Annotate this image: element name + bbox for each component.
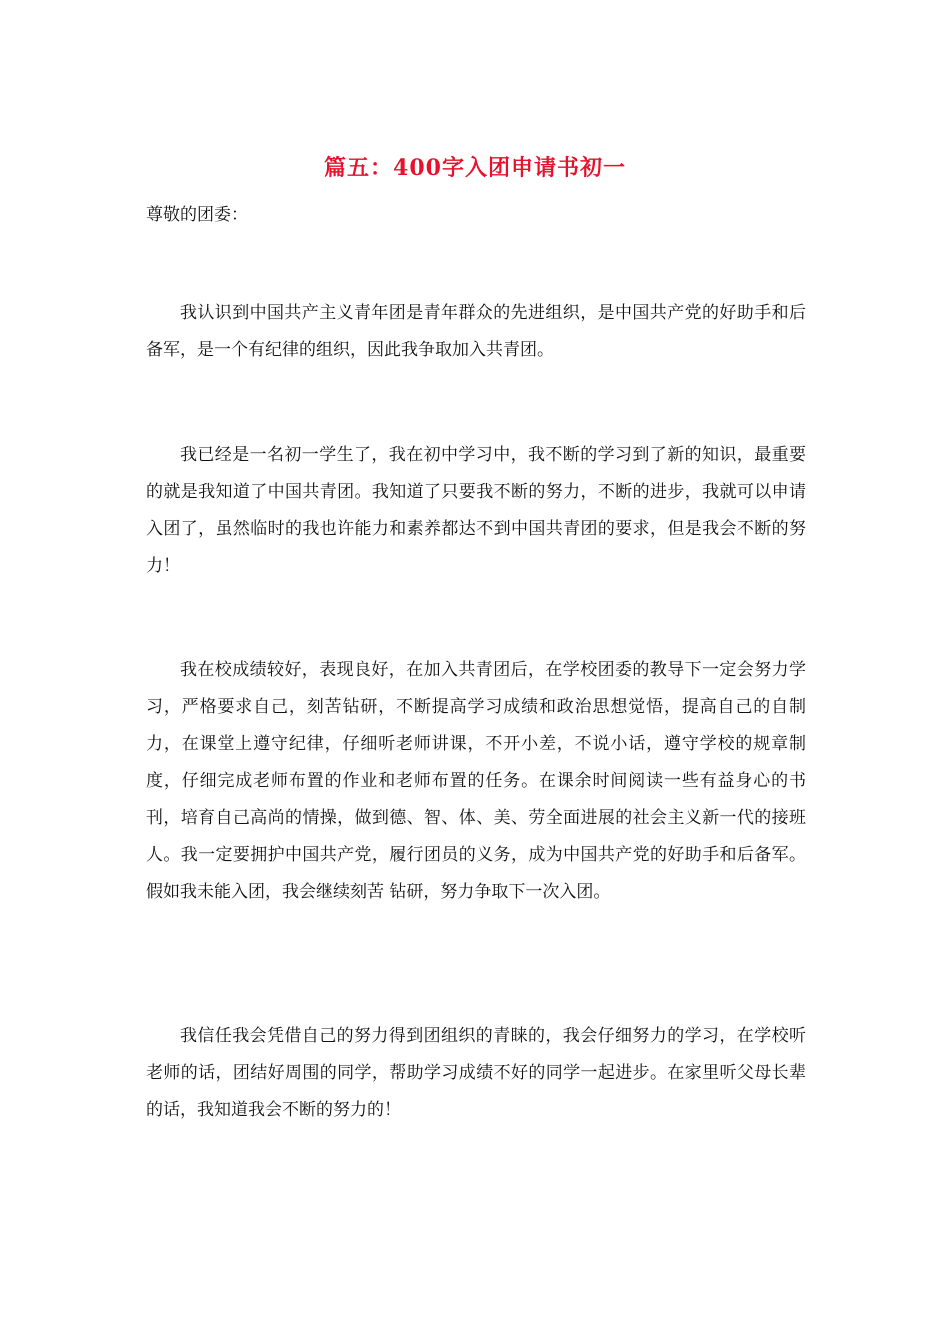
paragraph-1: 我认识到中国共产主义青年团是青年群众的先进组织，是中国共产党的好助手和后备军，是一个有纪律的组织，因此我争取加入共青团。 [146, 303, 806, 360]
document-title: 篇五：400字入团申请书初一 [324, 155, 626, 181]
paragraph-3: 我在校成绩较好，表现良好，在加入共青团后，在学校团委的教导下一定会努力学习，严格要求自己，刻苦钻研，不断提高学习成绩和政治思想觉悟，提高自己的自制力，在课堂上遵守纪律，仔细听老师讲课，不开小差，不说小话，遵守学校的规章制度，仔细完成老师布置的作业和老师布置的任务。在课余时间阅读一些有益身心的书刊，培育自己高尚的情操，做到德、智、体、美、劳全面进展的社会主义新一代的接班人。我一定要拥护中国共产党，履行团员的义务，成为中国共产党的好助手和后备军。假如我未能入团，我会继续刻苦 钻研，努力争取下一次入团。 [146, 660, 806, 902]
salutation: 尊敬的团委： [146, 205, 248, 225]
paragraph-4: 我信任我会凭借自己的努力得到团组织的青睐的，我会仔细努力的学习，在学校听老师的话，团结好周围的同学，帮助学习成绩不好的同学一起进步。在家里听父母长辈的话，我知道我会不断的努力的！ [146, 1026, 806, 1120]
paragraph-2: 我已经是一名初一学生了，我在初中学习中，我不断的学习到了新的知识，最重要的就是我知道了中国共青团。我知道了只要我不断的努力，不断的进步，我就可以申请入团了，虽然临时的我也许能力和素养都达不到中国共青团的要求，但是我会不断的努力！ [146, 445, 806, 576]
